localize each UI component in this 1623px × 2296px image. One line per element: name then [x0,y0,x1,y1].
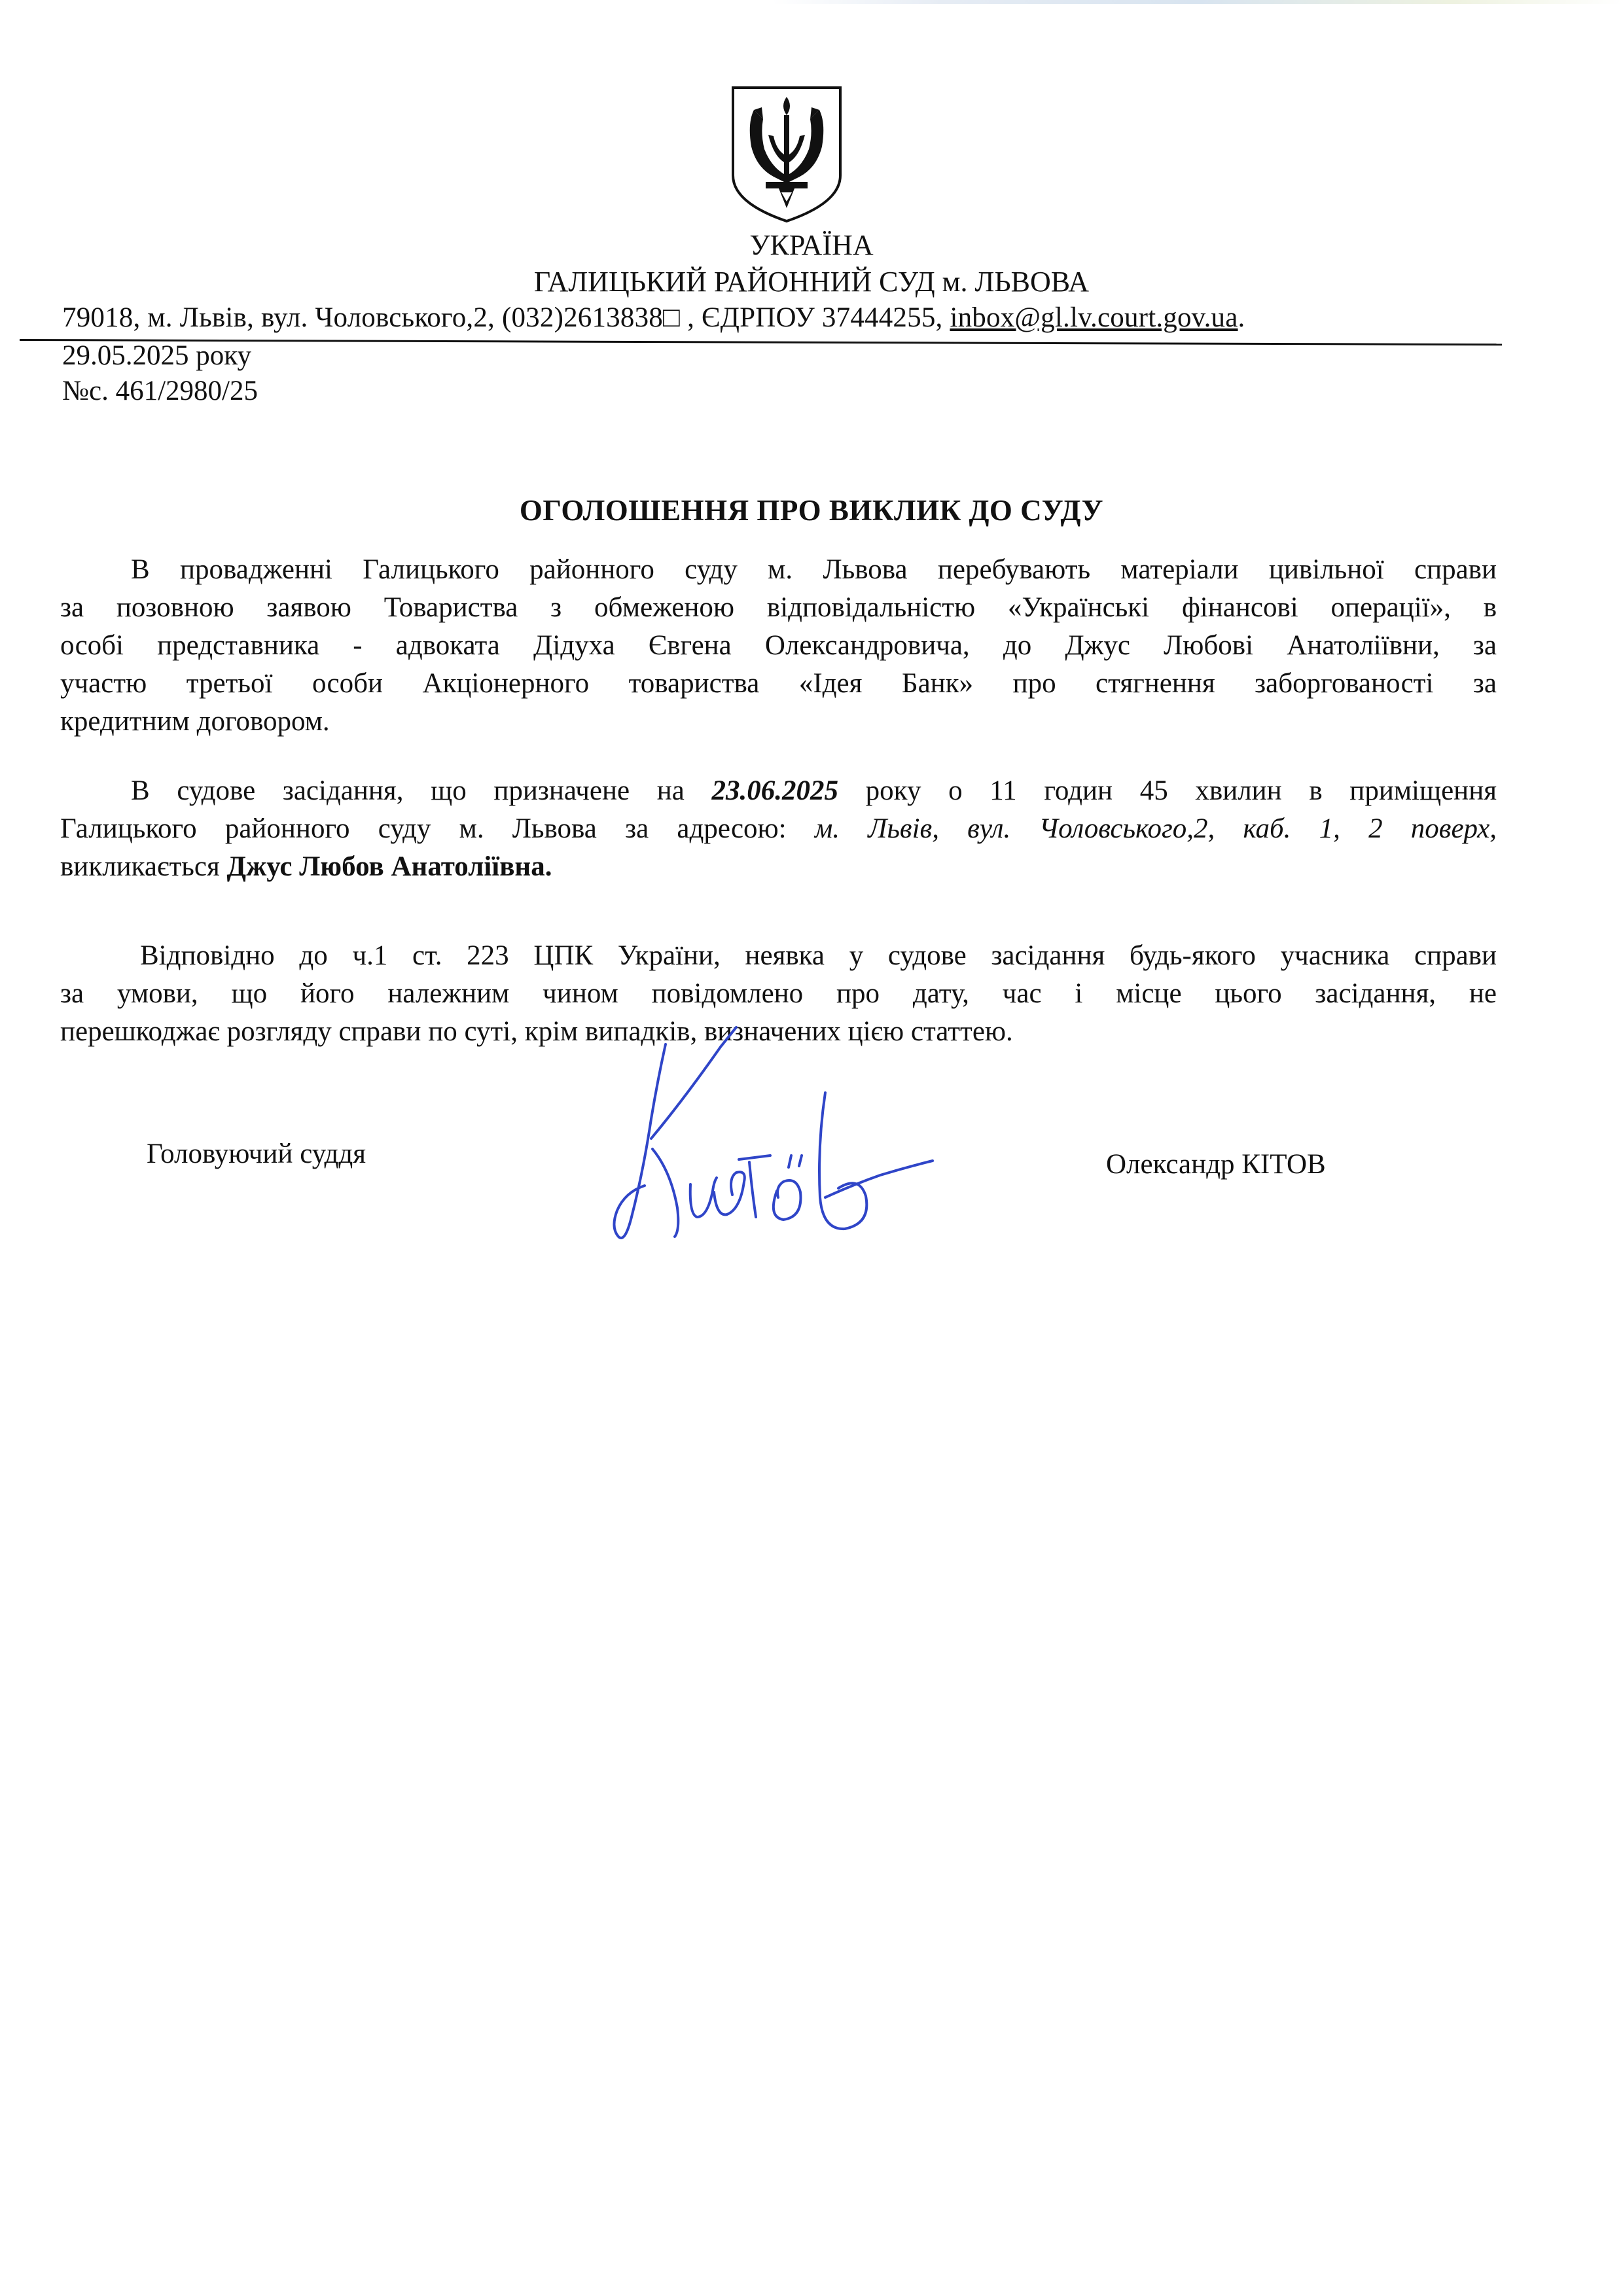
trident-coat-of-arms-icon [728,84,846,224]
paragraph-line: за умови, що його належним чином повідомлено про дату, час і місце цього засідання, не [60,978,1497,1009]
paragraph-line: В судове засідання, що призначене на 23.06.2025 року о 11 годин 45 хвилин в приміщення [131,775,1497,806]
paragraph-line: за позовною заявою Товариства з обмеженою відповідальністю «Українські фінансові операції», в [60,592,1497,623]
hearing-address: м. Львів, вул. Чоловського,2, каб. 1, 2 поверх, [814,813,1497,844]
paragraph-line: участю третьої особи Акціонерного товариства «Ідея Банк» про стягнення заборгованості за [60,668,1497,699]
scan-artifact-strip [772,0,1623,4]
document-title: ОГОЛОШЕННЯ ПРО ВИКЛИК ДО СУДУ [519,494,1104,527]
paragraph-line: Відповідно до ч.1 ст. 223 ЦПК України, неявка у судове засідання будь-якого учасника справи [140,940,1497,971]
judge-name: Олександр КІТОВ [1106,1149,1326,1180]
paragraph-case-description [60,551,1497,741]
hearing-date: 23.06.2025 [711,775,838,806]
case-number: №с. 461/2980/25 [62,376,259,406]
court-address: 79018, м. Львів, вул. Чоловського,2, (032)2613838□ , ЄДРПОУ 37444255, [62,302,950,333]
paragraph-hearing-details [60,772,1497,886]
court-email-link[interactable]: inbox@gl.lv.court.gov.ua [950,302,1238,333]
paragraph-line: кредитним договором. [60,706,330,737]
handwritten-signature [592,1021,946,1269]
presiding-judge-label: Головуючий суддя [147,1139,366,1169]
court-address-line [62,301,1245,335]
country-heading: УКРАЇНА [749,229,874,261]
summoned-person-name: Джус Любов Анатоліївна. [226,851,552,882]
paragraph-line: Галицького районного суду м. Львова за адресою: м. Львів, вул. Чоловського,2, каб. 1, 2 поверх, [60,813,1497,844]
paragraph-line: В провадженні Галицького районного суду м. Львова перебувають матеріали цивільної справи [131,554,1497,585]
paragraph-line: перешкоджає розгляду справи по суті, крім випадків, визначених цією статтею. [60,1016,1013,1047]
court-heading: ГАЛИЦЬКИЙ РАЙОННИЙ СУД м. ЛЬВОВА [533,266,1090,298]
document-date: 29.05.2025 року [62,340,252,371]
paragraph-line: викликається Джус Любов Анатоліївна. [60,851,552,882]
paragraph-line: особі представника - адвоката Дідуха Євгена Олександровича, до Джус Любові Анатоліївни, за [60,630,1497,661]
court-email-suffix: . [1238,302,1245,333]
